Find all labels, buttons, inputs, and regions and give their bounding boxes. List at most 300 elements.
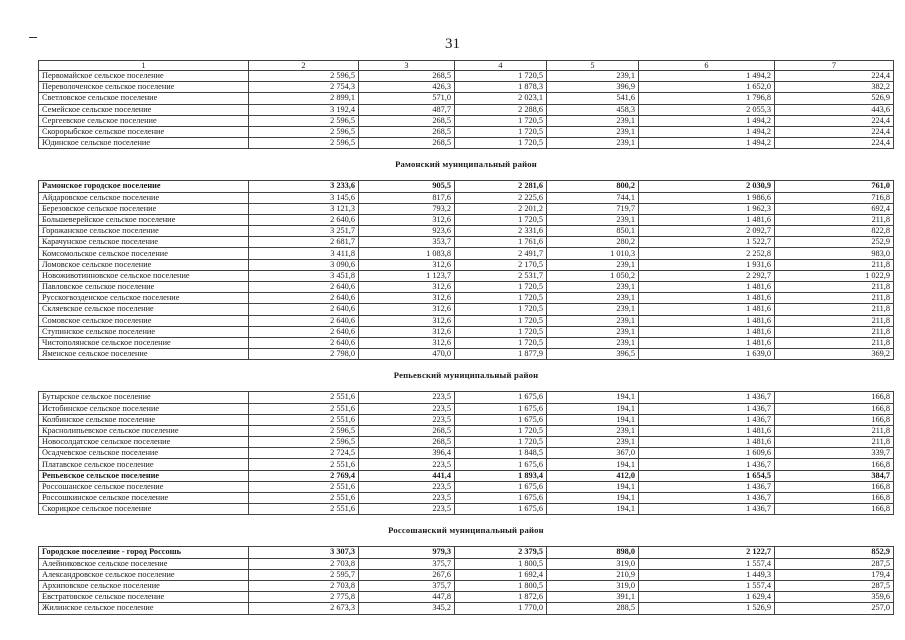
settlement-name: Большеверейское сельское поселение <box>39 214 249 225</box>
value-cell-col2: 2 640,6 <box>249 337 359 348</box>
value-cell-col2: 3 233,6 <box>249 181 359 192</box>
value-cell-col4: 1 675,6 <box>455 392 547 403</box>
value-cell-col4: 1 720,5 <box>455 293 547 304</box>
table-row <box>39 580 894 591</box>
settlement-name: Бутырское сельское поселение <box>39 392 249 403</box>
value-cell-col4: 1 675,6 <box>455 459 547 470</box>
value-cell-col3: 793,2 <box>359 203 455 214</box>
table-row <box>39 115 894 126</box>
table-row <box>39 493 894 504</box>
value-cell-col7: 211,8 <box>775 259 894 270</box>
value-cell-col7: 166,8 <box>775 504 894 515</box>
value-cell-col5: 396,9 <box>547 82 639 93</box>
value-cell-col4: 1 893,4 <box>455 470 547 481</box>
table-row <box>39 71 894 82</box>
settlement-name: Первомайское сельское поселение <box>39 71 249 82</box>
settlement-name: Краснолипьевское сельское поселение <box>39 425 249 436</box>
settlement-name: Осадчевское сельское поселение <box>39 448 249 459</box>
value-cell-col3: 312,6 <box>359 304 455 315</box>
value-cell-col6: 1 436,7 <box>639 403 775 414</box>
table-row <box>39 282 894 293</box>
value-cell-col2: 2 640,6 <box>249 304 359 315</box>
value-cell-col5: 239,1 <box>547 437 639 448</box>
value-cell-col3: 312,6 <box>359 214 455 225</box>
value-cell-col4: 1 675,6 <box>455 414 547 425</box>
value-cell-col6: 1 796,8 <box>639 93 775 104</box>
value-cell-col4: 1 720,5 <box>455 315 547 326</box>
value-cell-col6: 1 449,3 <box>639 569 775 580</box>
value-cell-col7: 166,8 <box>775 481 894 492</box>
value-cell-col7: 983,0 <box>775 248 894 259</box>
settlement-name: Истобинское сельское поселение <box>39 403 249 414</box>
value-cell-col4: 1 800,5 <box>455 558 547 569</box>
table-row <box>39 138 894 149</box>
value-cell-col4: 2 023,1 <box>455 93 547 104</box>
value-cell-col5: 239,1 <box>547 259 639 270</box>
value-cell-col6: 1 494,2 <box>639 71 775 82</box>
value-cell-col2: 2 551,6 <box>249 403 359 414</box>
value-cell-col3: 375,7 <box>359 580 455 591</box>
value-cell-col3: 312,6 <box>359 259 455 270</box>
value-cell-col7: 211,8 <box>775 304 894 315</box>
value-cell-col5: 239,1 <box>547 425 639 436</box>
value-cell-col5: 850,1 <box>547 226 639 237</box>
value-cell-col2: 3 411,8 <box>249 248 359 259</box>
value-cell-col5: 194,1 <box>547 493 639 504</box>
value-cell-col5: 319,0 <box>547 558 639 569</box>
value-cell-col6: 1 557,4 <box>639 580 775 591</box>
value-cell-col5: 239,1 <box>547 126 639 137</box>
value-cell-col7: 166,8 <box>775 459 894 470</box>
value-cell-col5: 239,1 <box>547 337 639 348</box>
value-cell-col3: 268,5 <box>359 138 455 149</box>
value-cell-col7: 166,8 <box>775 403 894 414</box>
value-cell-col3: 223,5 <box>359 481 455 492</box>
value-cell-col5: 239,1 <box>547 304 639 315</box>
value-cell-col4: 1 675,6 <box>455 481 547 492</box>
value-cell-col3: 1 123,7 <box>359 270 455 281</box>
value-cell-col6: 2 292,7 <box>639 270 775 281</box>
value-cell-col3: 223,5 <box>359 459 455 470</box>
value-cell-col4: 1 848,5 <box>455 448 547 459</box>
table-body <box>39 71 894 615</box>
value-cell-col5: 367,0 <box>547 448 639 459</box>
value-cell-col3: 470,0 <box>359 349 455 360</box>
value-cell-col2: 3 251,7 <box>249 226 359 237</box>
value-cell-col4: 1 720,5 <box>455 214 547 225</box>
column-header: 4 <box>455 61 547 71</box>
value-cell-col5: 744,1 <box>547 192 639 203</box>
value-cell-col5: 239,1 <box>547 214 639 225</box>
value-cell-col5: 194,1 <box>547 403 639 414</box>
table-row <box>39 270 894 281</box>
settlement-name: Скорицкое сельское поселение <box>39 504 249 515</box>
value-cell-col2: 2 640,6 <box>249 282 359 293</box>
value-cell-col7: 287,5 <box>775 558 894 569</box>
value-cell-col7: 443,6 <box>775 104 894 115</box>
settlement-name: Скляевское сельское поселение <box>39 304 249 315</box>
value-cell-col6: 1 526,9 <box>639 603 775 614</box>
table-row <box>39 403 894 414</box>
value-cell-col3: 979,3 <box>359 547 455 558</box>
table-row <box>39 349 894 360</box>
value-cell-col7: 211,8 <box>775 425 894 436</box>
value-cell-col7: 166,8 <box>775 414 894 425</box>
value-cell-col3: 268,5 <box>359 71 455 82</box>
value-cell-col5: 800,2 <box>547 181 639 192</box>
value-cell-col2: 2 596,5 <box>249 126 359 137</box>
value-cell-col4: 2 288,6 <box>455 104 547 115</box>
value-cell-col7: 211,8 <box>775 437 894 448</box>
settlement-name: Жилинское сельское поселение <box>39 603 249 614</box>
value-cell-col7: 211,8 <box>775 326 894 337</box>
column-header: 3 <box>359 61 455 71</box>
value-cell-col6: 1 481,6 <box>639 425 775 436</box>
table-row <box>39 448 894 459</box>
settlement-name: Юдинское сельское поселение <box>39 138 249 149</box>
value-cell-col6: 1 481,6 <box>639 315 775 326</box>
value-cell-col3: 441,4 <box>359 470 455 481</box>
value-cell-col7: 224,4 <box>775 71 894 82</box>
value-cell-col4: 2 531,7 <box>455 270 547 281</box>
header-row <box>39 61 894 71</box>
value-cell-col4: 1 720,5 <box>455 337 547 348</box>
value-cell-col4: 2 281,6 <box>455 181 547 192</box>
settlement-name: Колбинское сельское поселение <box>39 414 249 425</box>
value-cell-col4: 1 720,5 <box>455 282 547 293</box>
value-cell-col6: 1 481,6 <box>639 337 775 348</box>
settlement-name: Комсомольское сельское поселение <box>39 248 249 259</box>
table-row <box>39 569 894 580</box>
section-heading: Рамонский муниципальный район <box>39 149 894 181</box>
value-cell-col7: 359,6 <box>775 592 894 603</box>
table-row <box>39 481 894 492</box>
value-cell-col2: 2 551,6 <box>249 392 359 403</box>
value-cell-col7: 822,8 <box>775 226 894 237</box>
table-row <box>39 337 894 348</box>
value-cell-col4: 1 878,3 <box>455 82 547 93</box>
column-header: 7 <box>775 61 894 71</box>
value-cell-col2: 3 090,6 <box>249 259 359 270</box>
value-cell-col2: 2 596,5 <box>249 437 359 448</box>
value-cell-col7: 692,4 <box>775 203 894 214</box>
table-row <box>39 203 894 214</box>
value-cell-col6: 1 986,6 <box>639 192 775 203</box>
table-row <box>39 248 894 259</box>
value-cell-col2: 2 640,6 <box>249 326 359 337</box>
value-cell-col7: 287,5 <box>775 580 894 591</box>
value-cell-col2: 2 595,7 <box>249 569 359 580</box>
value-cell-col5: 194,1 <box>547 481 639 492</box>
value-cell-col7: 1 022,9 <box>775 270 894 281</box>
value-cell-col5: 280,2 <box>547 237 639 248</box>
value-cell-col7: 224,4 <box>775 138 894 149</box>
table-row <box>39 293 894 304</box>
value-cell-col5: 541,6 <box>547 93 639 104</box>
settlement-name: Сомовское сельское поселение <box>39 315 249 326</box>
value-cell-col7: 211,8 <box>775 315 894 326</box>
value-cell-col3: 223,5 <box>359 403 455 414</box>
value-cell-col6: 2 055,3 <box>639 104 775 115</box>
value-cell-col4: 1 720,5 <box>455 437 547 448</box>
settlement-name: Архиповское сельское поселение <box>39 580 249 591</box>
value-cell-col5: 391,1 <box>547 592 639 603</box>
value-cell-col6: 1 481,6 <box>639 214 775 225</box>
value-cell-col3: 223,5 <box>359 414 455 425</box>
value-cell-col7: 252,9 <box>775 237 894 248</box>
table-row <box>39 214 894 225</box>
value-cell-col6: 1 481,6 <box>639 326 775 337</box>
value-cell-col2: 3 121,3 <box>249 203 359 214</box>
value-cell-col7: 526,9 <box>775 93 894 104</box>
value-cell-col6: 2 030,9 <box>639 181 775 192</box>
value-cell-col3: 487,7 <box>359 104 455 115</box>
section-heading: Россошанский муниципальный район <box>39 515 894 547</box>
value-cell-col7: 211,8 <box>775 337 894 348</box>
settlement-name: Сергеевское сельское поселение <box>39 115 249 126</box>
value-cell-col6: 1 557,4 <box>639 558 775 569</box>
value-cell-col3: 375,7 <box>359 558 455 569</box>
value-cell-col5: 194,1 <box>547 392 639 403</box>
value-cell-col3: 905,5 <box>359 181 455 192</box>
value-cell-col4: 1 720,5 <box>455 126 547 137</box>
value-cell-col2: 2 703,8 <box>249 558 359 569</box>
value-cell-col5: 194,1 <box>547 504 639 515</box>
value-cell-col4: 1 877,9 <box>455 349 547 360</box>
value-cell-col3: 223,5 <box>359 392 455 403</box>
value-cell-col5: 239,1 <box>547 315 639 326</box>
value-cell-col5: 239,1 <box>547 282 639 293</box>
value-cell-col6: 1 654,5 <box>639 470 775 481</box>
value-cell-col6: 2 122,7 <box>639 547 775 558</box>
value-cell-col3: 345,2 <box>359 603 455 614</box>
value-cell-col3: 312,6 <box>359 282 455 293</box>
value-cell-col6: 1 494,2 <box>639 115 775 126</box>
value-cell-col7: 384,7 <box>775 470 894 481</box>
table-row <box>39 181 894 192</box>
value-cell-col3: 268,5 <box>359 425 455 436</box>
settlement-name: Новоживотинновское сельское поселение <box>39 270 249 281</box>
value-cell-col7: 852,9 <box>775 547 894 558</box>
value-cell-col4: 1 692,4 <box>455 569 547 580</box>
value-cell-col4: 1 675,6 <box>455 504 547 515</box>
value-cell-col5: 239,1 <box>547 71 639 82</box>
value-cell-col5: 719,7 <box>547 203 639 214</box>
value-cell-col3: 223,5 <box>359 504 455 515</box>
value-cell-col6: 1 494,2 <box>639 138 775 149</box>
value-cell-col4: 2 225,6 <box>455 192 547 203</box>
value-cell-col3: 571,0 <box>359 93 455 104</box>
value-cell-col4: 1 720,5 <box>455 115 547 126</box>
table-row <box>39 259 894 270</box>
settlement-name: Репьевское сельское поселение <box>39 470 249 481</box>
value-cell-col6: 1 436,7 <box>639 481 775 492</box>
value-cell-col3: 447,8 <box>359 592 455 603</box>
value-cell-col3: 1 083,8 <box>359 248 455 259</box>
table-row <box>39 315 894 326</box>
table-row <box>39 304 894 315</box>
page-number: 31 <box>445 36 460 52</box>
value-cell-col3: 817,6 <box>359 192 455 203</box>
section-heading-row <box>39 149 894 181</box>
value-cell-col4: 1 720,5 <box>455 425 547 436</box>
settlement-name: Горожанское сельское поселение <box>39 226 249 237</box>
settlement-name: Светловское сельское поселение <box>39 93 249 104</box>
settlement-name: Айдаровское сельское поселение <box>39 192 249 203</box>
table-row <box>39 592 894 603</box>
value-cell-col4: 2 379,5 <box>455 547 547 558</box>
table-row <box>39 504 894 515</box>
value-cell-col6: 1 436,7 <box>639 392 775 403</box>
value-cell-col7: 179,4 <box>775 569 894 580</box>
column-header: 6 <box>639 61 775 71</box>
value-cell-col3: 267,6 <box>359 569 455 580</box>
value-cell-col4: 1 720,5 <box>455 326 547 337</box>
table-row <box>39 603 894 614</box>
value-cell-col2: 3 192,4 <box>249 104 359 115</box>
value-cell-col2: 2 551,6 <box>249 459 359 470</box>
value-cell-col7: 224,4 <box>775 115 894 126</box>
value-cell-col7: 211,8 <box>775 282 894 293</box>
value-cell-col4: 1 675,6 <box>455 493 547 504</box>
value-cell-col5: 239,1 <box>547 138 639 149</box>
value-cell-col3: 312,6 <box>359 315 455 326</box>
value-cell-col3: 426,3 <box>359 82 455 93</box>
value-cell-col3: 268,5 <box>359 115 455 126</box>
value-cell-col6: 1 629,4 <box>639 592 775 603</box>
value-cell-col6: 1 639,0 <box>639 349 775 360</box>
value-cell-col7: 211,8 <box>775 214 894 225</box>
settlement-name: Рамонское городское поселение <box>39 181 249 192</box>
value-cell-col6: 1 931,6 <box>639 259 775 270</box>
table-row <box>39 237 894 248</box>
value-cell-col4: 1 720,5 <box>455 304 547 315</box>
value-cell-col5: 1 050,2 <box>547 270 639 281</box>
value-cell-col6: 1 652,0 <box>639 82 775 93</box>
value-cell-col6: 1 522,7 <box>639 237 775 248</box>
settlement-name: Ступинское сельское поселение <box>39 326 249 337</box>
value-cell-col5: 210,9 <box>547 569 639 580</box>
settlement-name: Павловское сельское поселение <box>39 282 249 293</box>
table-row <box>39 126 894 137</box>
value-cell-col5: 458,3 <box>547 104 639 115</box>
table-row <box>39 558 894 569</box>
value-cell-col3: 923,6 <box>359 226 455 237</box>
value-cell-col7: 224,4 <box>775 126 894 137</box>
value-cell-col3: 268,5 <box>359 126 455 137</box>
value-cell-col7: 166,8 <box>775 493 894 504</box>
value-cell-col4: 2 170,5 <box>455 259 547 270</box>
value-cell-col4: 2 201,2 <box>455 203 547 214</box>
table-row <box>39 425 894 436</box>
value-cell-col2: 2 681,7 <box>249 237 359 248</box>
settlement-name: Россошанское сельское поселение <box>39 481 249 492</box>
value-cell-col2: 2 724,5 <box>249 448 359 459</box>
value-cell-col3: 312,6 <box>359 293 455 304</box>
value-cell-col5: 194,1 <box>547 459 639 470</box>
value-cell-col2: 2 551,6 <box>249 414 359 425</box>
value-cell-col3: 312,6 <box>359 337 455 348</box>
value-cell-col7: 382,2 <box>775 82 894 93</box>
value-cell-col6: 1 481,6 <box>639 293 775 304</box>
value-cell-col5: 194,1 <box>547 414 639 425</box>
table-row <box>39 226 894 237</box>
table-row <box>39 82 894 93</box>
settlement-name: Александровское сельское поселение <box>39 569 249 580</box>
value-cell-col2: 2 703,8 <box>249 580 359 591</box>
table-row <box>39 547 894 558</box>
settlement-name: Скорорыбское сельское поселение <box>39 126 249 137</box>
value-cell-col5: 239,1 <box>547 293 639 304</box>
value-cell-col5: 288,5 <box>547 603 639 614</box>
data-table <box>38 60 894 615</box>
value-cell-col6: 1 436,7 <box>639 493 775 504</box>
value-cell-col2: 2 769,4 <box>249 470 359 481</box>
value-cell-col6: 1 494,2 <box>639 126 775 137</box>
value-cell-col2: 2 798,0 <box>249 349 359 360</box>
value-cell-col3: 223,5 <box>359 493 455 504</box>
settlement-name: Городское поселение - город Россошь <box>39 547 249 558</box>
value-cell-col5: 239,1 <box>547 326 639 337</box>
value-cell-col6: 1 962,3 <box>639 203 775 214</box>
value-cell-col3: 353,7 <box>359 237 455 248</box>
table-row <box>39 192 894 203</box>
settlement-name: Ломовское сельское поселение <box>39 259 249 270</box>
settlement-name: Чистополянское сельское поселение <box>39 337 249 348</box>
section-heading-row <box>39 360 894 392</box>
table-row <box>39 93 894 104</box>
value-cell-col2: 2 673,3 <box>249 603 359 614</box>
value-cell-col4: 1 800,5 <box>455 580 547 591</box>
value-cell-col4: 1 872,6 <box>455 592 547 603</box>
settlement-name: Семейское сельское поселение <box>39 104 249 115</box>
value-cell-col2: 2 596,5 <box>249 71 359 82</box>
value-cell-col2: 2 899,1 <box>249 93 359 104</box>
value-cell-col5: 1 010,3 <box>547 248 639 259</box>
value-cell-col7: 761,0 <box>775 181 894 192</box>
value-cell-col2: 2 596,5 <box>249 115 359 126</box>
value-cell-col5: 239,1 <box>547 115 639 126</box>
value-cell-col6: 2 252,8 <box>639 248 775 259</box>
settlement-name: Яменское сельское поселение <box>39 349 249 360</box>
value-cell-col3: 312,6 <box>359 326 455 337</box>
table-row <box>39 414 894 425</box>
value-cell-col2: 3 307,3 <box>249 547 359 558</box>
value-cell-col5: 898,0 <box>547 547 639 558</box>
section-heading-row <box>39 515 894 547</box>
section-heading: Репьевский муниципальный район <box>39 360 894 392</box>
value-cell-col2: 2 754,3 <box>249 82 359 93</box>
value-cell-col6: 1 609,6 <box>639 448 775 459</box>
value-cell-col5: 396,5 <box>547 349 639 360</box>
settlement-name: Платавское сельское поселение <box>39 459 249 470</box>
value-cell-col6: 2 092,7 <box>639 226 775 237</box>
value-cell-col2: 3 145,6 <box>249 192 359 203</box>
settlement-name: Новосолдатское сельское поселение <box>39 437 249 448</box>
value-cell-col7: 716,8 <box>775 192 894 203</box>
settlement-name: Переволоченское сельское поселение <box>39 82 249 93</box>
table-row <box>39 392 894 403</box>
value-cell-col4: 1 770,0 <box>455 603 547 614</box>
settlement-name: Березовское сельское поселение <box>39 203 249 214</box>
value-cell-col4: 2 331,6 <box>455 226 547 237</box>
value-cell-col7: 166,8 <box>775 392 894 403</box>
column-header: 1 <box>39 61 249 71</box>
value-cell-col6: 1 436,7 <box>639 504 775 515</box>
column-header: 2 <box>249 61 359 71</box>
table-row <box>39 104 894 115</box>
settlement-name: Русскогвозденское сельское поселение <box>39 293 249 304</box>
